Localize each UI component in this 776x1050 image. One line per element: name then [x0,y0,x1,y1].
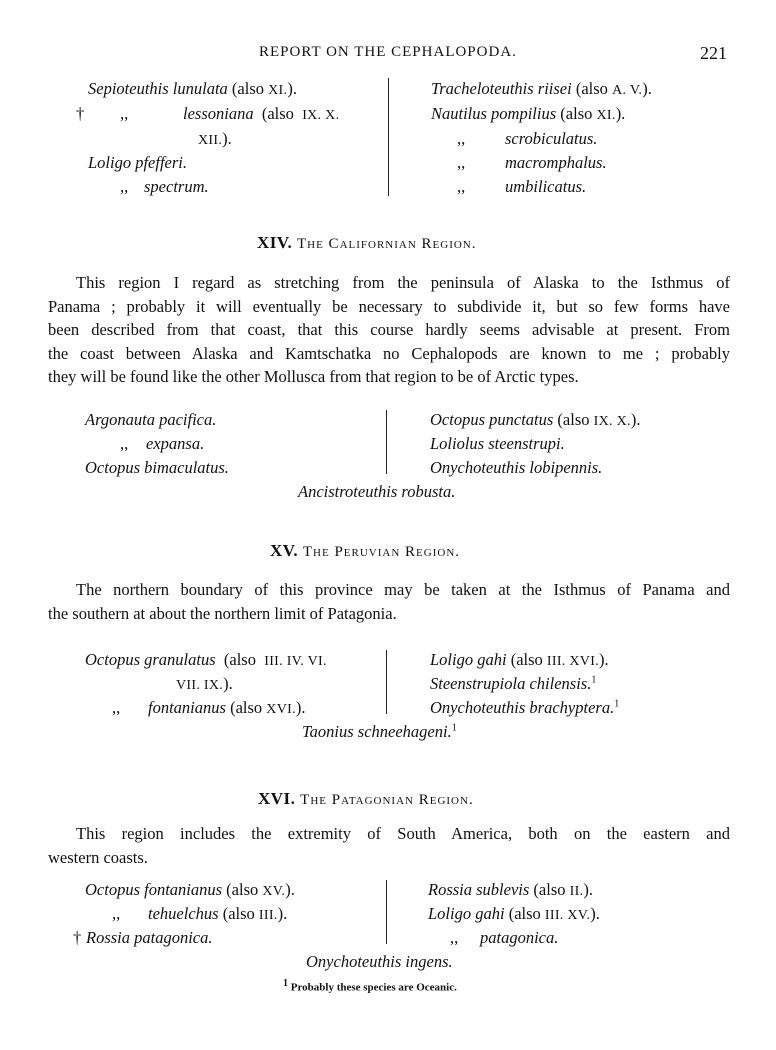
species-entry-continued: XII.). [198,129,232,148]
footnote-ref: 1 [614,698,620,710]
species-entry: Loligo gahi (also III. XVI.). [430,650,609,669]
section-heading-xvi: XVI. The Patagonian Region. [258,789,474,808]
species-entry: fontanianus (also XVI.). [148,698,306,717]
species-name: macromphalus. [505,153,607,172]
species-name: Octopus punctatus [430,410,554,429]
species-entry: Octopus fontanianus (also XV.). [85,880,295,899]
footnote-ref: 1 [591,674,597,686]
species-entry [430,698,619,718]
column-divider [388,78,389,196]
species-name: Argonauta pacifica. [85,410,217,429]
ditto-mark: ,, [112,904,121,923]
species-entry-continued: VII. IX.). [176,674,233,693]
species-entry: tehuelchus (also III.). [148,904,288,923]
species-name: patagonica. [480,928,559,947]
dagger-mark: † [73,928,82,947]
species-name: Sepioteuthis lunulata [88,79,228,98]
species-name: Loliolus steenstrupi. [430,434,565,453]
section-paragraph [48,822,730,869]
ditto-mark: ,, [120,104,129,123]
dagger-mark: † [76,104,85,123]
species-entry: Rossia sublevis (also II.). [428,880,593,899]
species-entry: Sepioteuthis lunulata (also XI.). [88,79,297,98]
section-paragraph [48,271,730,389]
footnote-marker: 1 [283,978,288,989]
column-divider [386,880,387,944]
paragraph-line: western coasts. [48,847,148,867]
species-entry: Tracheloteuthis riisei (also A. V.). [431,79,652,98]
species-name: spectrum. [144,177,209,196]
species-name: Taonius schneehageni. [302,722,452,741]
species-name: lessoniana [183,104,254,123]
ditto-mark: ,, [457,129,466,148]
ditto-mark: ,, [120,434,129,453]
paragraph-line: the coast between Alaska and Kamtschatka no Cephalopods are known to me ; probably [48,343,730,363]
species-name: Rossia patagonica. [86,928,213,947]
paragraph-line: been described from that coast, that this course hardly seems advisable at present. From [48,320,730,339]
paragraph-line: they will be found like the other Mollusca from that region to be of Arctic types. [48,367,579,386]
paragraph-line: The northern boundary of this province may be taken at the Isthmus of Panama and [76,580,730,599]
paragraph-line: This region I regard as stretching from the peninsula of Alaska to the Isthmus of [76,273,730,292]
ditto-mark: ,, [457,153,466,172]
species-name-centered: Onychoteuthis ingens. [306,952,453,971]
species-entry: lessoniana (also IX. X. [183,104,340,123]
species-name: tehuelchus [148,904,219,923]
species-entry: Octopus punctatus (also IX. X.). [430,410,641,429]
species-entry: Loligo gahi (also III. XV.). [428,904,600,923]
species-name: Loligo pfefferi. [88,153,187,172]
species-name: umbilicatus. [505,177,587,196]
species-entry: Nautilus pompilius (also XI.). [431,104,626,123]
ditto-mark: ,, [457,177,466,196]
species-name: Onychoteuthis brachyptera. [430,698,615,717]
running-header: REPORT ON THE CEPHALOPODA. [259,44,517,60]
species-name: Nautilus pompilius [431,104,557,123]
species-entry [430,674,596,694]
species-name: Octopus fontanianus [85,880,223,899]
section-heading-xv: XV. The Peruvian Region. [270,541,461,560]
species-name: scrobiculatus. [505,129,598,148]
column-divider [386,650,387,714]
footnote-ref: 1 [451,722,457,734]
section-paragraph [48,578,730,625]
column-divider [386,410,387,474]
species-name: Octopus granulatus [85,650,216,669]
species-entry: Octopus granulatus (also III. IV. VI. [85,650,327,669]
species-name: Tracheloteuthis riisei [431,79,572,98]
species-name: Octopus bimaculatus. [85,458,229,477]
species-name: Loligo gahi [430,650,507,669]
page-number: 221 [700,43,727,63]
footnote [283,978,457,994]
species-entry-centered [302,722,457,742]
ditto-mark: ,, [112,698,121,717]
species-name: expansa. [146,434,205,453]
ditto-mark: ,, [120,177,129,196]
paragraph-line: Panama ; probably it will eventually be necessary to subdivide it, but so few forms have [48,296,730,316]
paragraph-line: the southern at about the northern limit of Patagonia. [48,603,397,623]
species-name: Steenstrupiola chilensis. [430,674,592,693]
species-name-centered: Ancistroteuthis robusta. [298,482,456,501]
footnote-text: Probably these species are Oceanic. [290,981,457,994]
paragraph-line: This region includes the extremity of South America, both on the eastern and [76,824,730,843]
ditto-mark: ,, [450,928,459,947]
species-name: Onychoteuthis lobipennis. [430,458,603,477]
species-name: fontanianus [148,698,226,717]
species-name: Loligo gahi [428,904,505,923]
section-heading-xiv: XIV. The Californian Region. [257,233,477,252]
species-name: Rossia sublevis [428,880,530,899]
